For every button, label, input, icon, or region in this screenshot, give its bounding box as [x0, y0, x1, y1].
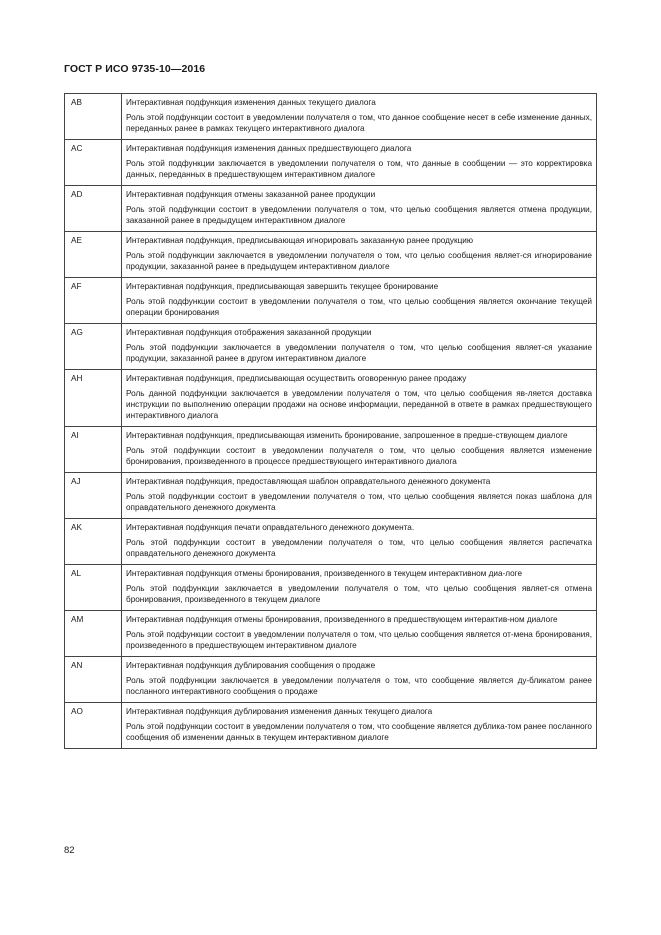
code-cell: AB: [65, 94, 122, 140]
subfunction-title: Интерактивная подфункция изменения данных текущего диалога: [126, 98, 376, 107]
subfunction-description: Роль этой подфункции состоит в уведомлении получателя о том, что сообщение является дублика-том ранее посланного сообщения об изменении данных в текущем интерактивном диалоге: [126, 722, 592, 742]
subfunction-description: Роль этой подфункции состоит в уведомлении получателя о том, что целью сообщения является распечатка оправдательного денежного документа: [126, 538, 592, 558]
description-cell: [122, 278, 597, 324]
table-row: [65, 427, 597, 473]
subfunction-description: Роль этой подфункции состоит в уведомлении получателя о том, что данное сообщение несет в себе изменение данных, переданных ранее в рамках текущего интерактивного диалога: [126, 113, 592, 133]
code-cell: AE: [65, 232, 122, 278]
subfunction-title: Интерактивная подфункция отмены заказанной ранее продукции: [126, 190, 376, 199]
code-cell: AD: [65, 186, 122, 232]
description-cell: [122, 140, 597, 186]
table-row: [65, 186, 597, 232]
subfunction-description: Роль этой подфункции состоит в уведомлении получателя о том, что целью сообщения является показ шаблона для оправдательного денежного документа: [126, 492, 592, 512]
code-cell: AM: [65, 611, 122, 657]
table-row: [65, 232, 597, 278]
subfunction-title: Интерактивная подфункция, предписывающая завершить текущее бронирование: [126, 282, 439, 291]
code-cell: AJ: [65, 473, 122, 519]
subfunction-description: Роль этой подфункции заключается в уведомлении получателя о том, что целью сообщения являет-ся отмена бронирования, произведенного в текущем диалоге: [126, 584, 592, 604]
subfunction-description: Роль этой подфункции заключается в уведомлении получателя о том, что данные в сообщении — это корректировка данных, переданных в предшествующем интерактивном диалоге: [126, 159, 592, 179]
subfunction-title: Интерактивная подфункция, предписывающая игнорировать заказанную ранее продукцию: [126, 236, 474, 245]
description-cell: [122, 611, 597, 657]
subfunction-title: Интерактивная подфункция дублирования сообщения о продаже: [126, 661, 376, 670]
table-row: [65, 324, 597, 370]
subfunction-title: Интерактивная подфункция отмены бронирования, произведенного в текущем интерактивном диа-логе: [126, 569, 523, 578]
subfunction-description: Роль этой подфункции заключается в уведомлении получателя о том, что целью сообщения являет-ся игнорирование продукции, заказанной ранее в предыдущем интерактивном диалоге: [126, 251, 592, 271]
code-cell: AC: [65, 140, 122, 186]
description-cell: [122, 370, 597, 427]
code-cell: AN: [65, 657, 122, 703]
subfunction-description: Роль этой подфункции состоит в уведомлении получателя о том, что целью сообщения является окончание текущей операции бронирования: [126, 297, 592, 317]
subfunction-title: Интерактивная подфункция отмены бронирования, произведенного в предшествующем интерактив-ном диалоге: [126, 615, 558, 624]
subfunction-description: Роль этой подфункции состоит в уведомлении получателя о том, что целью сообщения является от-мена бронирования, произведенного в предшествующем интерактивном диалоге: [126, 630, 592, 650]
code-cell: AK: [65, 519, 122, 565]
description-cell: [122, 657, 597, 703]
table-body: [65, 94, 597, 749]
code-cell: AI: [65, 427, 122, 473]
subfunction-title: Интерактивная подфункция изменения данных предшествующего диалога: [126, 144, 412, 153]
table-row: [65, 94, 597, 140]
table-row: [65, 703, 597, 749]
subfunction-title: Интерактивная подфункция печати оправдательного денежного документа.: [126, 523, 415, 532]
table-row: [65, 519, 597, 565]
description-cell: [122, 565, 597, 611]
subfunction-description: Роль этой подфункции заключается в уведомлении получателя о том, что целью сообщения являет-ся указание продукции, заказанной ранее в другом интерактивном диалоге: [126, 343, 592, 363]
code-cell: AF: [65, 278, 122, 324]
description-cell: [122, 232, 597, 278]
subfunction-title: Интерактивная подфункция, предписывающая изменить бронирование, запрошенное в предше-ствующем диалоге: [126, 431, 568, 440]
subfunction-title: Интерактивная подфункция, предоставляющая шаблон оправдательного денежного документа: [126, 477, 491, 486]
description-cell: [122, 703, 597, 749]
codes-table: [64, 93, 597, 749]
subfunction-description: Роль данной подфункции заключается в уведомлении получателя о том, что целью сообщения яв-ляется доставка инструкции по выполнению операции продажи на основе информации, переданной в ответе в рамках предшествующего интерактивного диалога: [126, 389, 592, 420]
code-cell: AO: [65, 703, 122, 749]
document-header: ГОСТ Р ИСО 9735-10—2016: [64, 63, 206, 75]
table-row: [65, 370, 597, 427]
description-cell: [122, 94, 597, 140]
code-cell: AG: [65, 324, 122, 370]
table-row: [65, 611, 597, 657]
table-row: [65, 565, 597, 611]
description-cell: [122, 427, 597, 473]
page-number: 82: [64, 845, 75, 856]
description-cell: [122, 519, 597, 565]
subfunction-description: Роль этой подфункции состоит в уведомлении получателя о том, что целью сообщения является отмена продукции, заказанной ранее в предыдущем интерактивном диалоге: [126, 205, 592, 225]
table-row: [65, 473, 597, 519]
code-cell: AH: [65, 370, 122, 427]
table-row: [65, 278, 597, 324]
description-cell: [122, 324, 597, 370]
description-cell: [122, 186, 597, 232]
subfunction-description: Роль этой подфункции заключается в уведомлении получателя о том, что сообщение является ду-бликатом ранее посланного интерактивного сообщения о продаже: [126, 676, 592, 696]
table-row: [65, 140, 597, 186]
description-cell: [122, 473, 597, 519]
subfunction-title: Интерактивная подфункция отображения заказанной продукции: [126, 328, 372, 337]
subfunction-title: Интерактивная подфункция, предписывающая осуществить оговоренную ранее продажу: [126, 374, 467, 383]
subfunction-title: Интерактивная подфункция дублирования изменения данных текущего диалога: [126, 707, 433, 716]
table-row: [65, 657, 597, 703]
subfunction-description: Роль этой подфункции состоит в уведомлении получателя о том, что целью сообщения является изменение бронирования, произведенного в процессе предшествующего интерактивного диалога: [126, 446, 592, 466]
code-cell: AL: [65, 565, 122, 611]
